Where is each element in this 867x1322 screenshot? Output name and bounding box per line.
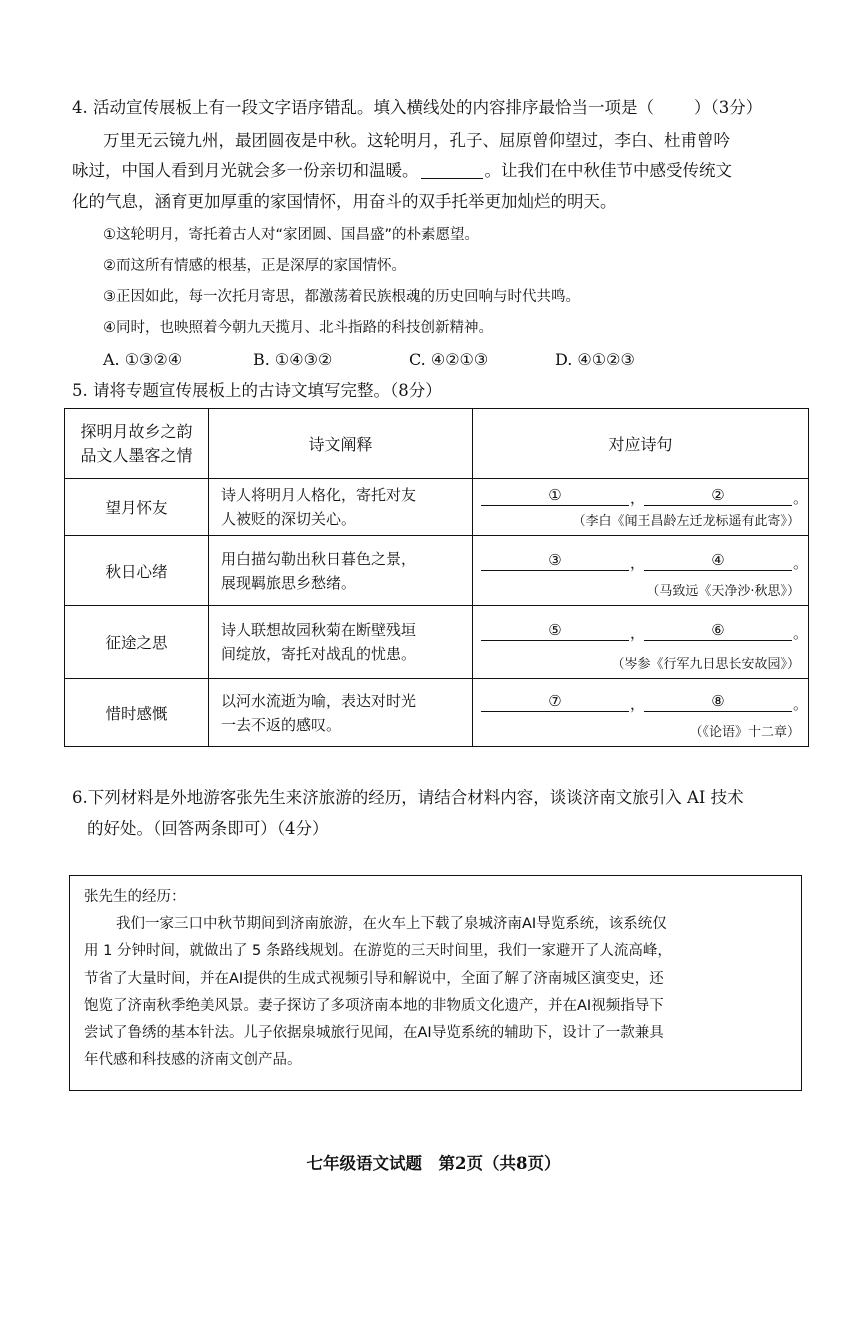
material-line: 尝试了鲁绣的基本针法。儿子依据泉城旅行见闻，在AI导览系统的辅助下，设计了一款兼具 — [84, 1025, 664, 1041]
explanation-line-1: 以河水流逝为喻，表达对时光 — [221, 691, 417, 710]
q4-item-3: ③正因如此，每一次托月寄思，都激荡着民族根魂的历史回响与时代共鸣。 — [103, 289, 580, 305]
answer-line — [481, 691, 809, 713]
material-line: 饱览了济南秋季绝美风景。妻子探访了多项济南本地的非物质文化遗产，并在AI视频指导下 — [84, 998, 664, 1014]
q4-paragraph-line-1: 万里无云镜九州，最团圆夜是中秋。这轮明月，孔子、屈原曾仰望过，李白、杜甫曾吟 — [103, 131, 730, 150]
q4-stem-text: 4. 活动宣传展板上有一段文字语序错乱。填入横线处的内容排序最恰当一项是（ — [72, 98, 654, 117]
blank-6[interactable]: ⑥ — [644, 620, 792, 641]
explanation-line-1: 诗人将明月人格化，寄托对友 — [221, 486, 417, 504]
comma: ， — [630, 624, 646, 642]
poem-source: （岑参《行军九日思长安故园》） — [611, 657, 800, 672]
explanation-line-2: 间绽放，寄托对战乱的忧患。 — [221, 645, 417, 663]
blank-3[interactable]: ③ — [481, 550, 629, 571]
row-answer — [473, 479, 809, 536]
comma: ， — [630, 695, 646, 713]
poem-table-header — [65, 409, 809, 479]
poem-table — [64, 408, 809, 747]
q4-choice-d[interactable]: D. ④①②③ — [555, 350, 635, 369]
blank-4[interactable]: ④ — [644, 550, 792, 571]
table-row — [65, 606, 809, 679]
answer-line — [481, 550, 809, 572]
explanation-line-2: 展现羁旅思乡愁绪。 — [221, 573, 357, 592]
poem-source: （马致远《天净沙·秋思》） — [646, 584, 800, 599]
row-answer — [473, 679, 809, 747]
comma: ， — [630, 489, 646, 507]
row-topic: 望月怀友 — [65, 479, 209, 536]
q4-item-2: ②而这所有情感的根基，正是深厚的家国情怀。 — [103, 258, 406, 274]
row-explanation — [209, 679, 473, 747]
q4-item-4: ④同时，也映照着今朝九天揽月、北斗指路的科技创新精神。 — [103, 320, 493, 336]
page-footer: 七年级语文试题 第2页（共8页） — [306, 1154, 561, 1173]
blank-8[interactable]: ⑧ — [644, 691, 792, 712]
q4-stem — [72, 97, 762, 119]
q4-choice-b[interactable]: B. ①④③② — [253, 350, 333, 369]
explanation-line-1: 诗人联想故园秋菊在断壁残垣 — [221, 621, 417, 639]
q4-choice-a[interactable]: A. ①③②④ — [103, 350, 183, 369]
answer-line — [481, 620, 809, 642]
table-row — [65, 479, 809, 536]
row-topic: 征途之思 — [65, 606, 209, 679]
period: 。 — [793, 624, 809, 642]
header-explanation: 诗文阐释 — [209, 409, 473, 479]
explanation-line-2: 人被贬的深切关心。 — [221, 510, 357, 528]
period: 。 — [793, 695, 809, 713]
comma: ， — [630, 554, 646, 572]
explanation-line-1: 用白描勾勒出秋日暮色之景， — [221, 549, 417, 568]
material-line: 用 1 分钟时间，就做出了 5 条路线规划。在游览的三天时间里，我们一家避开了人流高峰， — [84, 943, 672, 959]
blank-2[interactable]: ② — [644, 485, 792, 506]
material-line: 节省了大量时间，并在AI提供的生成式视频引导和解说中，全面了解了济南城区演变史，还 — [84, 971, 664, 987]
row-explanation — [209, 536, 473, 606]
material-line: 年代感和科技感的济南文创产品。 — [84, 1052, 302, 1068]
row-explanation — [209, 479, 473, 536]
header-theme-line-2: 品文人墨客之情 — [80, 445, 193, 465]
q4-choice-c[interactable]: C. ④②①③ — [409, 350, 489, 369]
q4-paragraph-line-2 — [72, 160, 732, 182]
q6-stem-line-2: 的好处。（回答两条即可）（4分） — [87, 819, 329, 838]
poem-source: （李白《闻王昌龄左迁龙标遥有此寄》） — [572, 514, 800, 529]
row-topic: 惜时感慨 — [65, 679, 209, 747]
row-topic: 秋日心绪 — [65, 536, 209, 606]
q4-paragraph-line-3: 化的气息，涵育更加厚重的家国情怀，用奋斗的双手托举更加灿烂的明天。 — [72, 192, 617, 211]
header-theme-line-1: 探明月故乡之韵 — [80, 421, 193, 441]
row-answer — [473, 536, 809, 606]
q6-stem-line-1: 6.下列材料是外地游客张先生来济旅游的经历，请结合材料内容，谈谈济南文旅引入 AI 技术 — [72, 788, 744, 807]
answer-line — [481, 485, 809, 507]
blank-5[interactable]: ⑤ — [481, 620, 629, 641]
header-theme — [65, 409, 209, 479]
q6-material-box — [69, 875, 802, 1091]
material-line: 我们一家三口中秋节期间到济南旅游，在火车上下载了泉城济南AI导览系统，该系统仅 — [116, 916, 667, 932]
explanation-line-2: 一去不返的感叹。 — [221, 715, 342, 734]
row-explanation — [209, 606, 473, 679]
q4-blank[interactable] — [421, 162, 483, 179]
q4-paragraph-line-2a: 咏过，中国人看到月光就会多一份亲切和温暖。 — [72, 161, 419, 180]
q5-stem: 5. 请将专题宣传展板上的古诗文填写完整。（8分） — [72, 381, 442, 400]
material-title: 张先生的经历： — [84, 889, 186, 905]
q4-item-1: ①这轮明月，寄托着古人对“家团圆、国昌盛”的朴素愿望。 — [103, 227, 480, 243]
blank-7[interactable]: ⑦ — [481, 691, 629, 712]
q4-paragraph-line-2b: 。让我们在中秋佳节中感受传统文 — [484, 161, 732, 180]
header-poem-lines: 对应诗句 — [473, 409, 809, 479]
q4-score: ）（3分） — [694, 98, 763, 117]
row-answer — [473, 606, 809, 679]
table-row — [65, 536, 809, 606]
blank-1[interactable]: ① — [481, 485, 629, 506]
period: 。 — [793, 489, 809, 507]
period: 。 — [793, 554, 809, 572]
table-row — [65, 679, 809, 747]
poem-source: （《论语》十二章） — [689, 725, 800, 740]
